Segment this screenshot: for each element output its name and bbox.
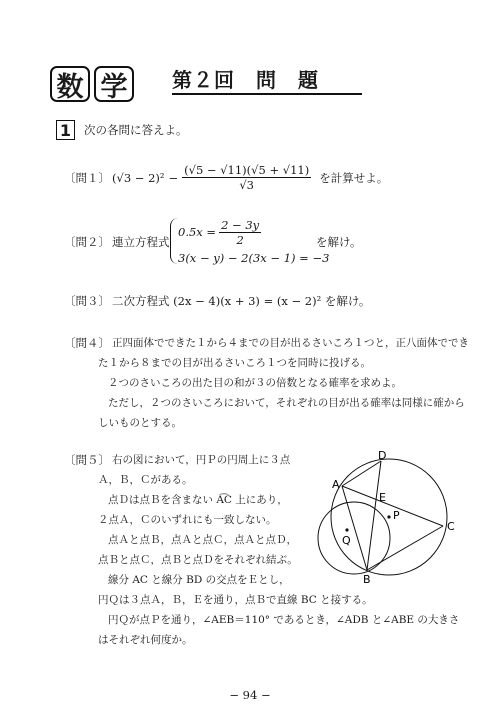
q1-expression: [112, 163, 388, 192]
q1-frac-numerator: (√5 − √11)(√5 + √11): [184, 163, 310, 177]
q5-line-5: 点Ａと点Ｂ，点Ａと点Ｃ，点Ａと点Ｄ，: [108, 534, 297, 546]
q2-label: 〔問２〕: [64, 235, 110, 249]
q4-line-5: しいものとする。: [98, 417, 182, 429]
q4-line-2: た１から８までの目が出るさいころ１つを同時に投げる。: [98, 357, 371, 369]
subject-box-2: [94, 66, 134, 102]
segment-ad: [342, 461, 381, 486]
q3-text: 二次方程式 (2x − 4)(x + 3) = (x − 2)² を解け。: [112, 294, 371, 308]
title-underline: [172, 93, 362, 95]
segment-bc: [367, 526, 443, 570]
segment-bd: [367, 461, 381, 570]
q5-line-7: 線分 AC と線分 BD の交点をＥとし，: [108, 574, 290, 586]
label-e: E: [379, 491, 386, 504]
q4-label: 〔問４〕: [64, 336, 110, 350]
q1-expr-left: (√3 − 2)²: [112, 170, 165, 185]
geometry-figure: [300, 450, 460, 585]
q5-line-1: 右の図において，円Ｐの円周上に３点: [112, 454, 291, 466]
q1-fraction: [182, 163, 311, 192]
label-a: A: [332, 478, 340, 491]
q2-eq1-fraction: [219, 218, 261, 247]
label-p: P: [393, 509, 400, 522]
q2-eq1-numerator: 2 − 3y: [221, 218, 260, 232]
q2-intro: 連立方程式: [112, 235, 170, 249]
center-q-dot: [345, 528, 348, 531]
label-b: B: [363, 573, 371, 585]
q5-line-4: ２点Ａ，Ｃのいずれにも一致しない。: [98, 514, 277, 526]
subject-box-1: [50, 66, 90, 102]
q5-line-2: Ａ，Ｂ，Ｃがある。: [98, 474, 193, 486]
q4-line-1: 正四面体でできた１から４までの目が出るさいころ１つと，正八面体ででき: [112, 337, 469, 349]
q5-line-8: 円Ｑは３点Ａ，Ｂ，Ｅを通り，点Ｂで直線 BC と接する。: [98, 594, 373, 606]
q3-label: 〔問３〕: [64, 294, 110, 308]
q1-frac-denominator: √3: [239, 178, 254, 192]
q5-line-3: 点Ｄは点Ｂを含まない A͡C 上にあり，: [108, 494, 288, 506]
q1-suffix: を計算せよ。: [319, 170, 389, 185]
q5-line-6: 点Ｂと点Ｃ，点Ｂと点Ｄをそれぞれ結ぶ。: [98, 554, 298, 566]
problem-number: 1: [56, 120, 75, 140]
q2-suffix: を解け。: [316, 235, 362, 249]
q1-label: 〔問１〕: [64, 171, 110, 185]
label-q: Q: [342, 534, 351, 547]
q5-line-9: 円Ｑが点Ｐを通り，∠AEB＝110° であるとき，∠ADB と∠ABE の大きさ: [108, 614, 460, 626]
center-p-dot: [387, 515, 390, 518]
q2-equation-2: 3(x − y) − 2(3x − 1) = −3: [178, 251, 330, 265]
page-number: − 94 −: [229, 688, 271, 702]
subject-char-2: 学: [100, 71, 128, 103]
segment-ab: [342, 486, 367, 570]
label-d: D: [378, 450, 387, 462]
q5-line-10: はそれぞれ何度か。: [98, 634, 193, 646]
q2-equation-1: [178, 218, 261, 247]
q4-line-3: ２つのさいころの出た目の和が３の倍数となる確率を求めよ。: [108, 377, 402, 389]
q1-minus: −: [168, 170, 179, 185]
subject-char-1: 数: [56, 71, 84, 103]
problem-instruction: 次の各問に答えよ。: [84, 123, 188, 137]
label-c: C: [447, 520, 455, 533]
q2-eq1-denominator: 2: [236, 233, 244, 247]
q2-eq1-lhs: 0.5x =: [178, 225, 217, 239]
q4-line-4: ただし，２つのさいころにおいて，それぞれの目が出る確率は同様に確から: [108, 397, 465, 409]
q5-label: 〔問５〕: [64, 453, 110, 467]
round-title: 第２回 問 題: [172, 68, 319, 92]
